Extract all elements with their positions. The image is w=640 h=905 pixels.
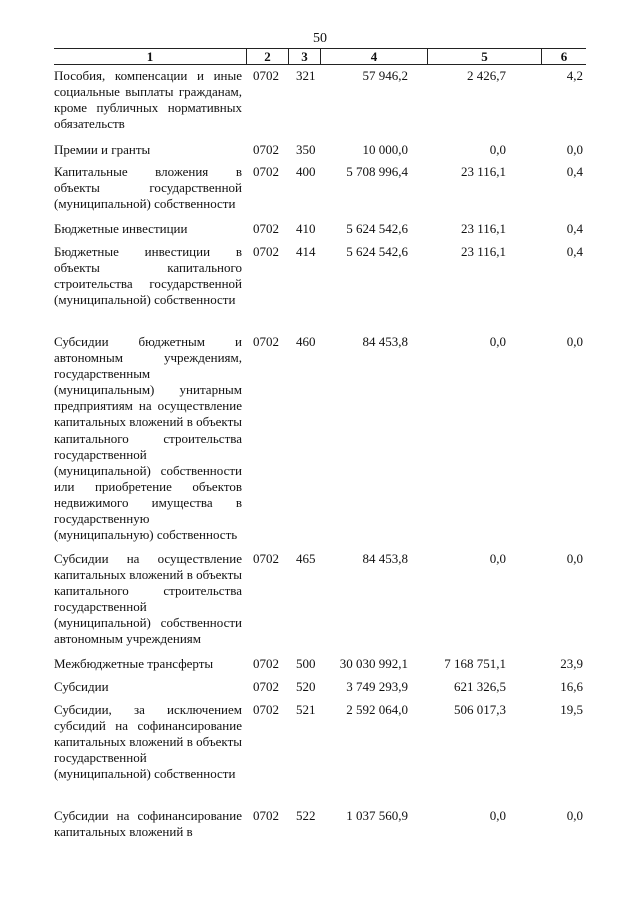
row-expense-type: 500 <box>296 656 316 671</box>
row-actual-amount: 23 116,1 <box>460 221 506 236</box>
row-percent: 0,4 <box>566 244 583 259</box>
row-percent: 0,0 <box>566 551 583 566</box>
row-expense-type: 350 <box>296 142 316 157</box>
row-expense-type: 522 <box>296 808 316 823</box>
column-header-4: 4 <box>370 49 378 64</box>
row-section-code: 0702 <box>253 164 279 179</box>
row-expense-type: 321 <box>296 68 316 83</box>
row-description: Субсидии на осуществление капитальных вложений в объекты капитального строительства государственной (муниципальной) собственности автономным учреждениям <box>54 551 242 647</box>
column-header-1: 1 <box>146 49 154 64</box>
row-actual-amount: 0,0 <box>489 808 506 823</box>
row-section-code: 0702 <box>253 679 279 694</box>
row-actual-amount: 0,0 <box>489 142 506 157</box>
row-expense-type: 460 <box>296 334 316 349</box>
table-header <box>0 48 640 64</box>
row-description: Субсидии бюджетным и автономным учреждениям, государственным (муниципальным) унитарным предприятиям на осуществление капитальных вложений в объекты капитального строительства государственной (муниципальной) собственности или приобретение объектов недвижимого имущества в государственную (муниципальную) собственность <box>54 334 242 543</box>
row-expense-type: 520 <box>296 679 316 694</box>
row-plan-amount: 84 453,8 <box>362 334 408 349</box>
row-plan-amount: 3 749 293,9 <box>346 679 408 694</box>
row-percent: 0,0 <box>566 808 583 823</box>
row-section-code: 0702 <box>253 68 279 83</box>
row-percent: 19,5 <box>560 702 583 717</box>
column-header-6: 6 <box>560 49 568 64</box>
row-section-code: 0702 <box>253 244 279 259</box>
row-description: Пособия, компенсации и иные социальные выплаты гражданам, кроме публичных нормативных обязательств <box>54 68 242 132</box>
row-plan-amount: 30 030 992,1 <box>339 656 408 671</box>
row-expense-type: 410 <box>296 221 316 236</box>
row-description: Премии и гранты <box>54 142 151 157</box>
row-description: Бюджетные инвестиции в объекты капитального строительства государственной (муниципальной) собственности <box>54 244 242 308</box>
row-section-code: 0702 <box>253 221 279 236</box>
row-section-code: 0702 <box>253 334 279 349</box>
row-description: Капитальные вложения в объекты государственной (муниципальной) собственности <box>54 164 242 212</box>
row-description: Межбюджетные трансферты <box>54 656 214 671</box>
row-plan-amount: 84 453,8 <box>362 551 408 566</box>
row-description: Субсидии <box>54 679 109 694</box>
row-section-code: 0702 <box>253 808 279 823</box>
row-percent: 4,2 <box>566 68 583 83</box>
row-percent: 16,6 <box>560 679 583 694</box>
row-actual-amount: 0,0 <box>489 334 506 349</box>
row-percent: 0,4 <box>566 221 583 236</box>
row-actual-amount: 506 017,3 <box>454 702 506 717</box>
row-actual-amount: 23 116,1 <box>460 244 506 259</box>
row-section-code: 0702 <box>253 551 279 566</box>
row-actual-amount: 7 168 751,1 <box>444 656 506 671</box>
row-plan-amount: 5 624 542,6 <box>346 244 408 259</box>
column-header-3: 3 <box>301 49 308 64</box>
row-plan-amount: 2 592 064,0 <box>346 702 408 717</box>
row-plan-amount: 5 624 542,6 <box>346 221 408 236</box>
row-description: Субсидии на софинансирование капитальных вложений в <box>54 808 242 840</box>
page-number: 50 <box>313 31 327 46</box>
row-description: Субсидии, за исключением субсидий на софинансирование капитальных вложений в объекты государственной (муниципальной) собственности <box>54 702 242 782</box>
row-actual-amount: 23 116,1 <box>460 164 506 179</box>
row-expense-type: 400 <box>296 164 316 179</box>
row-section-code: 0702 <box>253 656 279 671</box>
row-expense-type: 521 <box>296 702 316 717</box>
row-actual-amount: 2 426,7 <box>467 68 506 83</box>
row-expense-type: 414 <box>296 244 316 259</box>
row-actual-amount: 621 326,5 <box>454 679 506 694</box>
row-section-code: 0702 <box>253 702 279 717</box>
row-plan-amount: 5 708 996,4 <box>346 164 408 179</box>
row-expense-type: 465 <box>296 551 316 566</box>
row-percent: 0,4 <box>566 164 583 179</box>
row-plan-amount: 57 946,2 <box>362 68 408 83</box>
column-header-2: 2 <box>264 49 271 64</box>
row-description: Бюджетные инвестиции <box>54 221 188 236</box>
row-percent: 23,9 <box>560 656 583 671</box>
row-plan-amount: 1 037 560,9 <box>346 808 408 823</box>
column-header-5: 5 <box>481 49 488 64</box>
row-percent: 0,0 <box>566 142 583 157</box>
row-section-code: 0702 <box>253 142 279 157</box>
row-plan-amount: 10 000,0 <box>362 142 408 157</box>
row-percent: 0,0 <box>566 334 583 349</box>
row-actual-amount: 0,0 <box>489 551 506 566</box>
